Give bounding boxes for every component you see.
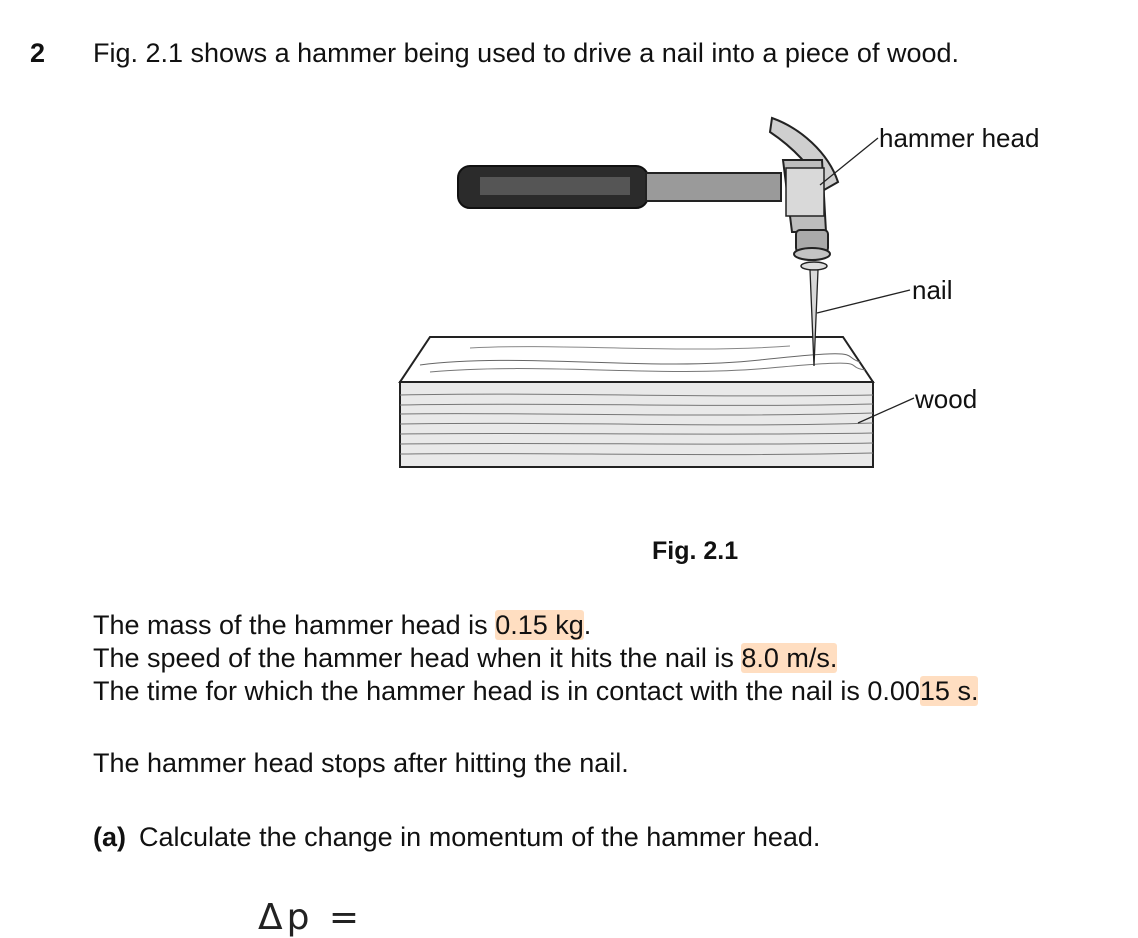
given-mass: [93, 610, 591, 641]
given-speed: [93, 643, 837, 674]
given-time: [93, 676, 978, 707]
mass-value: 0.15 kg: [495, 610, 584, 640]
figure-caption: Fig. 2.1: [652, 537, 739, 565]
nail-label: nail: [912, 275, 953, 305]
hammer-handle: [458, 166, 781, 208]
time-prefix: The time for which the hammer head is in contact with the nail is 0.00: [93, 676, 920, 706]
handwritten-answer: Δp =: [258, 897, 364, 938]
speed-value: 8.0 m/s.: [741, 643, 838, 673]
time-value: 15 s.: [919, 676, 979, 706]
wood-block: [400, 337, 873, 467]
question-intro: Fig. 2.1 shows a hammer being used to drive a nail into a piece of wood.: [93, 38, 959, 68]
mass-prefix: The mass of the hammer head is: [93, 610, 496, 640]
speed-prefix: The speed of the hammer head when it hits the nail is: [93, 643, 742, 673]
part-a: [93, 822, 820, 853]
hammer-nail-wood-figure: [390, 108, 1090, 488]
question-number: 2: [30, 38, 46, 68]
part-a-text: Calculate the change in momentum of the hammer head.: [139, 822, 821, 852]
statement: The hammer head stops after hitting the nail.: [93, 748, 629, 778]
part-a-label: (a): [93, 822, 126, 852]
wood-label: wood: [915, 384, 978, 414]
hammer-head-label: hammer head: [879, 123, 1040, 153]
mass-suffix: .: [583, 610, 592, 640]
